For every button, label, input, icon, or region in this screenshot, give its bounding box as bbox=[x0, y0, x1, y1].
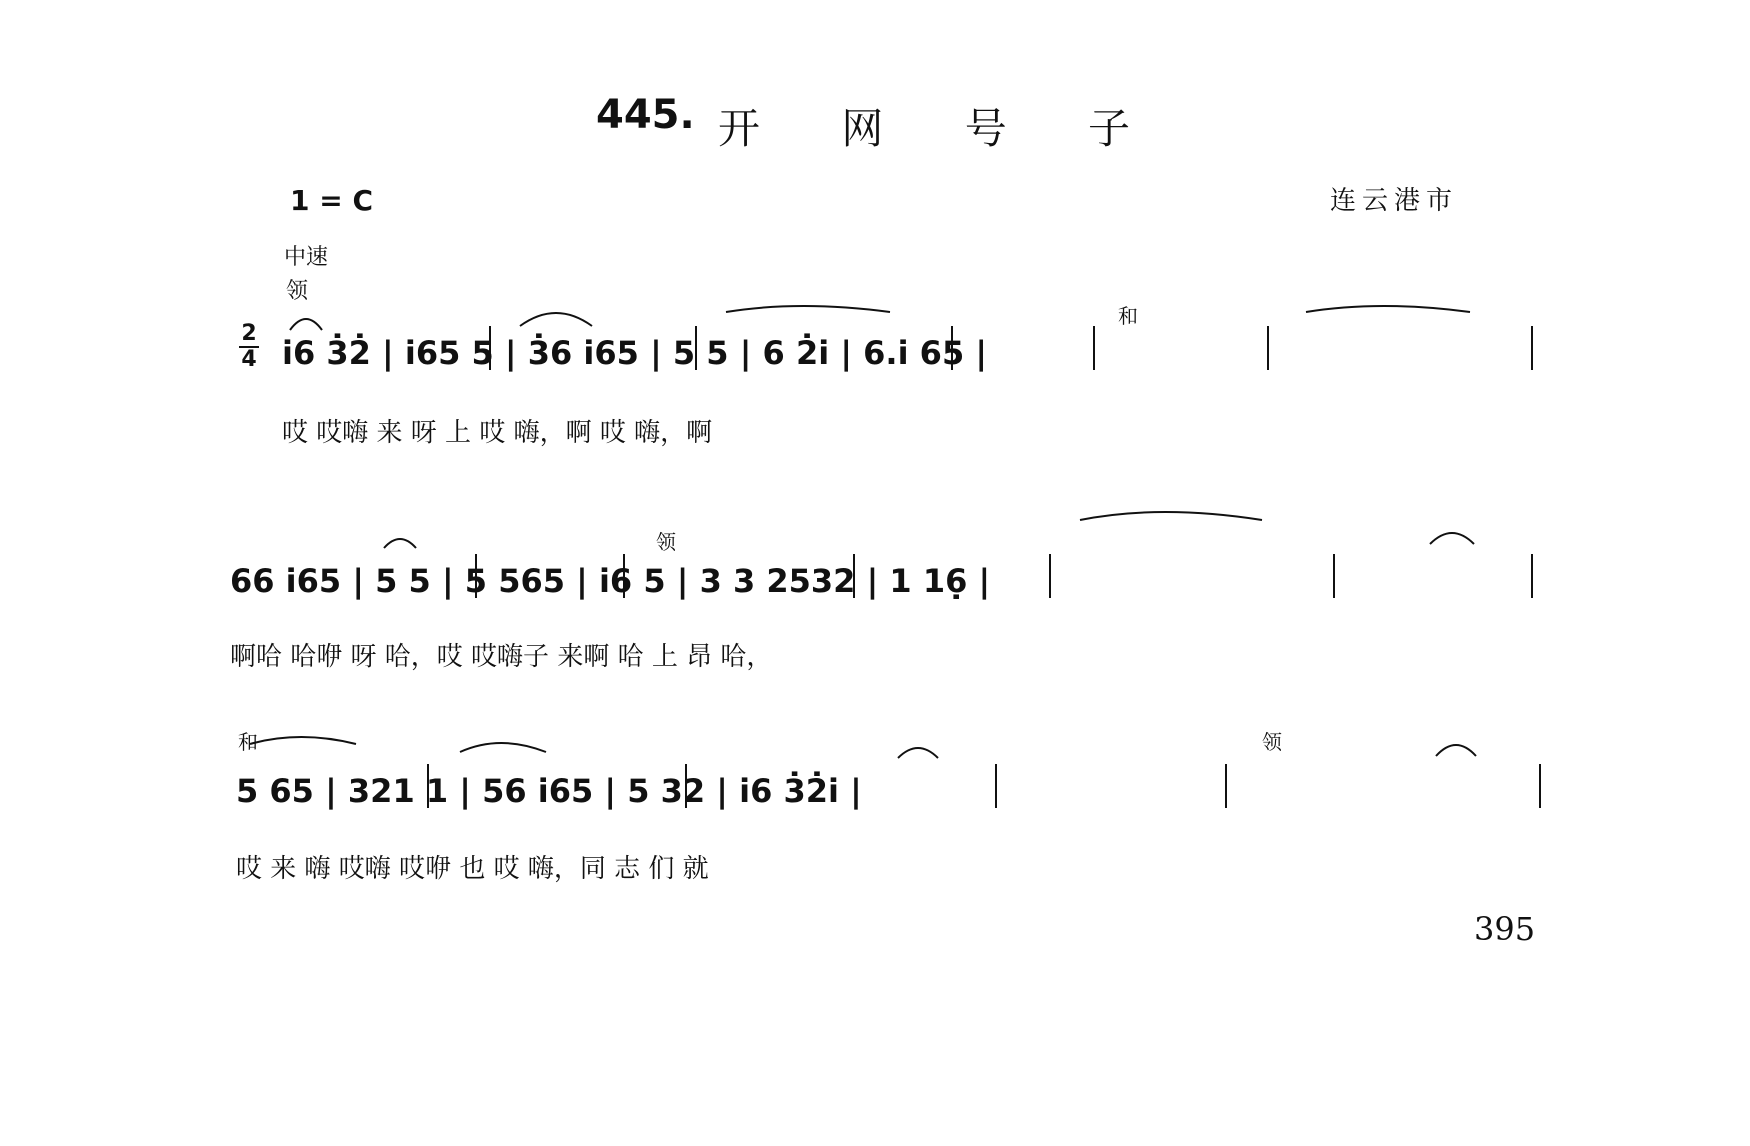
lyrics-line-3: 哎 来 嗨 哎嗨 哎咿 也 哎 嗨，同 志 们 就 bbox=[236, 854, 709, 884]
chorus-mark: 和 bbox=[238, 730, 258, 754]
notation-line-1: i̇6 3̇2̇ | i̇65 5 | 3̇6 i̇65 | 5 5 | 6 2̇i̇ | 6.i̇ 65 | bbox=[282, 334, 988, 372]
time-signature-top: 2 bbox=[241, 321, 257, 346]
lead-mark: 领 bbox=[286, 279, 309, 304]
notation-line-2: 66 i̇65 | 5 5 | 5 565 | i̇6 5 | 3 3 2532 | 1 16̣ | bbox=[230, 562, 991, 600]
song-title: 开 网 号 子 bbox=[718, 104, 1165, 153]
key-signature: 1 = C bbox=[290, 184, 373, 217]
notation-line-3: 5 65 | 321 1 | 56 i̇65 | 5 32 | i̇6 3̇2̇i̇ | bbox=[236, 772, 862, 810]
song-number: 445. bbox=[596, 92, 695, 138]
lyrics-line-1: 哎 哎嗨 来 呀 上 哎 嗨，啊 哎 嗨，啊 bbox=[282, 418, 713, 448]
song-origin: 连云港市 bbox=[1330, 186, 1459, 216]
lyrics-line-2: 啊哈 哈咿 呀 哈，哎 哎嗨子 来啊 哈 上 昂 哈， bbox=[230, 642, 773, 672]
chorus-mark: 和 bbox=[1118, 304, 1138, 328]
time-signature-bottom: 4 bbox=[241, 347, 257, 372]
page-number: 395 bbox=[1474, 910, 1536, 948]
lead-mark: 领 bbox=[656, 530, 676, 554]
tempo-marking: 中速 bbox=[284, 245, 329, 270]
lead-mark: 领 bbox=[1262, 730, 1282, 754]
